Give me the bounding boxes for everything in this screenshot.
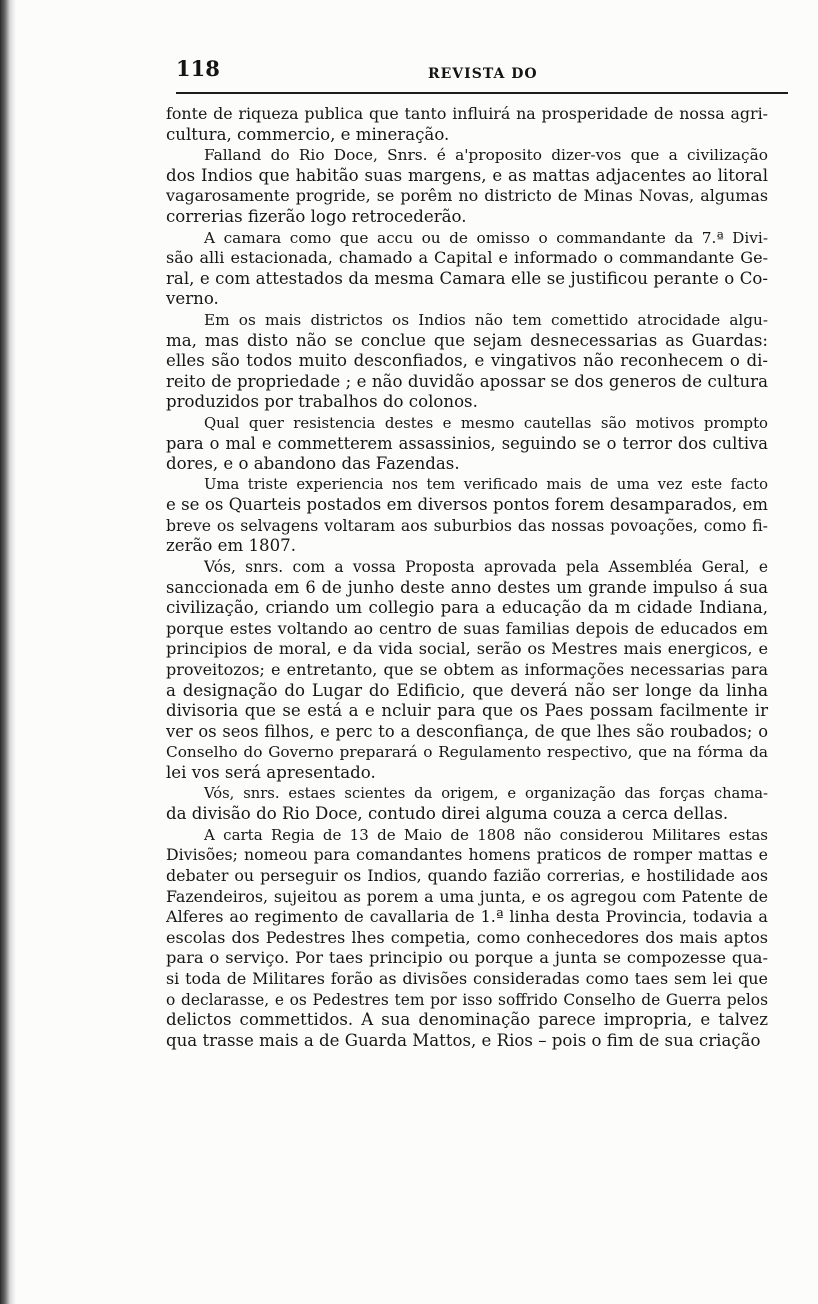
- text-line: A carta Regia de 13 de Maio de 1808 não considerou Militares estas: [204, 825, 768, 844]
- text-line: ver os seos filhos, e perc to a desconfiança, de que lhes são roubados; o: [166, 721, 768, 741]
- running-title: REVISTA DO: [428, 66, 538, 82]
- text-line: para o mal e commetterem assassinios, seguindo se o terror dos cultiva: [166, 433, 768, 453]
- paragraph: [166, 825, 768, 1052]
- text-line: cultura, commercio, e mineração.: [166, 124, 450, 144]
- text-line: porque estes voltando ao centro de suas familias depois de educados em: [166, 618, 768, 638]
- text-line: lei vos será apresentado.: [166, 763, 376, 782]
- text-line: verno.: [166, 289, 219, 309]
- text-line: escolas dos Pedestres lhes competia, como conhecedores dos mais aptos: [166, 927, 768, 947]
- text-line: Falland do Rio Doce, Snrs. é a'proposito dizer-vos que a civilização: [204, 146, 768, 165]
- text-line: A camara como que accu ou de omisso o commandante da 7.ª Divi-: [204, 228, 768, 247]
- text-line: principios de moral, e da vida social, serão os Mestres mais energicos, e: [166, 639, 768, 659]
- text-line: Qual quer resistencia destes e mesmo cautellas são motivos prompto: [204, 413, 768, 432]
- text-line: Alferes ao regimento de cavallaria de 1.ª linha desta Provincia, todavia a: [166, 907, 768, 927]
- text-line: Uma triste experiencia nos tem verificado mais de uma vez este facto: [204, 475, 768, 493]
- text-line: o declarasse, e os Pedestres tem por isso soffrido Conselho de Guerra pelos: [166, 990, 768, 1009]
- text-line: produzidos por trabalhos do colonos.: [166, 392, 478, 412]
- text-line: para o serviço. Por taes principio ou porque a junta se compozesse qua-: [166, 948, 768, 968]
- text-line: proveitozos; e entretanto, que se obtem as informações necessarias para: [166, 660, 768, 680]
- text-line: a designação do Lugar do Edificio, que deverá não ser longe da linha: [166, 680, 768, 700]
- text-line: ma, mas disto não se conclue que sejam desnecessarias as Guardas:: [166, 330, 768, 350]
- body-text: [166, 104, 768, 1051]
- page-header: [176, 56, 788, 90]
- text-line: e se os Quarteis postados em diversos pontos forem desamparados, em: [166, 495, 768, 515]
- text-line: breve os selvagens voltaram aos suburbios das nossas povoações, como fi-: [166, 515, 768, 535]
- text-line: Em os mais districtos os Indios não tem comettido atrocidade algu-: [204, 310, 768, 329]
- paragraph: [166, 228, 768, 310]
- text-line: são alli estacionada, chamado a Capital e informado o commandante Ge-: [166, 248, 768, 268]
- paragraph: [166, 413, 768, 475]
- text-line: Divisões; nomeou para comandantes homens praticos de romper mattas e: [166, 845, 768, 865]
- text-line: zerão em 1807.: [166, 536, 296, 556]
- text-line: Vós, snrs. estaes scientes da origem, e organização das forças chama-: [204, 784, 768, 802]
- paragraph: [166, 475, 768, 557]
- paragraph: [166, 104, 768, 145]
- paragraph: [166, 784, 768, 825]
- text-line: fonte de riqueza publica que tanto influirá na prosperidade de nossa agri-: [166, 104, 768, 123]
- text-line: correrias fizerão logo retrocederão.: [166, 206, 467, 226]
- text-line: si toda de Militares forão as divisões consideradas como taes sem lei que: [166, 968, 768, 988]
- binding-edge-shadow: [0, 0, 16, 1304]
- text-line: Conselho do Governo preparará o Regulamento respectivo, que na fórma da: [166, 743, 768, 762]
- paragraph: [166, 145, 768, 227]
- text-line: elles são todos muito desconfiados, e vingativos não reconhecem o di-: [166, 351, 768, 371]
- text-line: sanccionada em 6 de junho deste anno destes um grande impulso á sua: [166, 577, 768, 597]
- header-rule: [176, 92, 788, 94]
- text-line: vagarosamente progride, se porêm no districto de Minas Novas, algumas: [166, 186, 768, 206]
- text-line: debater ou perseguir os Indios, quando fazião correrias, e hostilidade aos: [166, 865, 768, 885]
- text-line: reito de propriedade ; e não duvidão apossar se dos generos de cultura: [166, 371, 768, 391]
- text-line: dores, e o abandono das Fazendas.: [166, 454, 460, 474]
- text-line: ral, e com attestados da mesma Camara elle se justificou perante o Co-: [166, 268, 768, 288]
- text-line: civilização, criando um collegio para a educação da m cidade Indiana,: [166, 598, 768, 618]
- text-line: qua trasse mais a de Guarda Mattos, e Rios – pois o fim de sua criação: [166, 1030, 761, 1050]
- paragraph: [166, 557, 768, 784]
- text-line: da divisão do Rio Doce, contudo direi alguma couza a cerca dellas.: [166, 804, 729, 824]
- text-line: dos Indios que habitão suas margens, e as mattas adjacentes ao litoral: [166, 165, 768, 185]
- text-line: Fazendeiros, sujeitou as porem a uma junta, e os agregou com Patente de: [166, 886, 768, 906]
- text-line: Vós, snrs. com a vossa Proposta aprovada pela Assembléa Geral, e: [204, 558, 768, 577]
- page-number: 118: [176, 56, 220, 81]
- text-line: divisoria que se está a e ncluir para que os Paes possam facilmente ir: [166, 701, 768, 721]
- paragraph: [166, 310, 768, 413]
- text-line: delictos commettidos. A sua denominação parece impropria, e talvez: [166, 1010, 768, 1030]
